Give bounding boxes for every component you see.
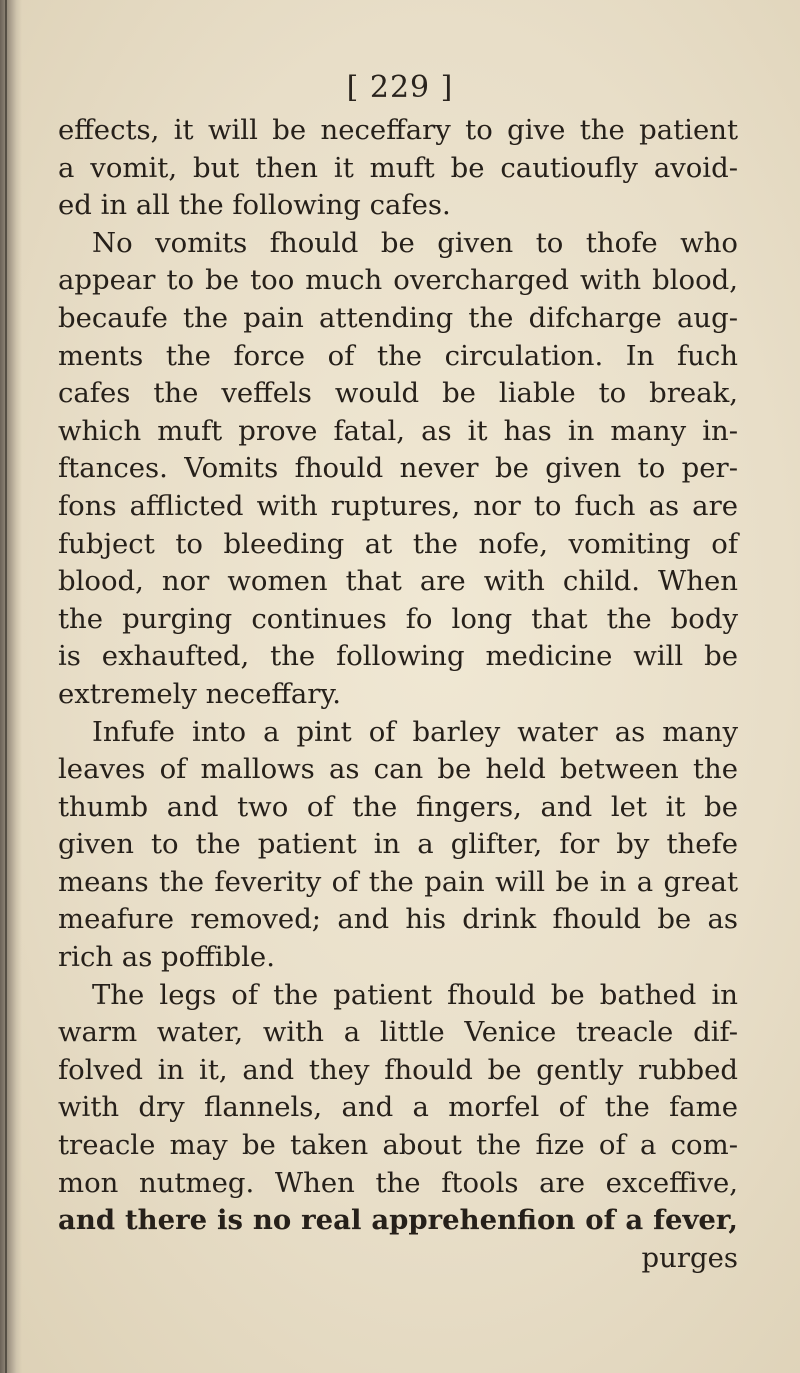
text-line: with dry flannels, and a morfel of the fame [58,1091,738,1124]
text-line: is exhaufted, the following medicine will be [58,640,738,673]
gutter-edge [5,0,7,1373]
text-line: meafure removed; and his drink fhould be as [58,903,738,936]
text-line: means the feverity of the pain will be in a great [58,865,738,898]
text-line: thumb and two of the fingers, and let it be [58,790,738,823]
text-line: mon nutmeg. When the ftools are exceffive, [58,1166,738,1199]
catchword: purges [641,1241,738,1274]
text-line: fubject to bleeding at the nofe, vomiting of [58,527,738,560]
text-line: ed in all the following cafes. [58,189,451,222]
text-line: extremely neceffary. [58,677,342,710]
text-line: folved in it, and they fhould be gently rubbed [58,1053,738,1086]
text-line: given to the patient in a glifter, for by thefe [58,828,738,861]
text-line: No vomits fhould be given to thofe who [92,226,738,259]
text-line: treacle may be taken about the fize of a com- [58,1129,738,1162]
text-line: Infufe into a pint of barley water as many [92,715,738,748]
text-line: ftances. Vomits fhould never be given to per- [58,452,738,485]
body-text [58,112,738,1277]
text-line: which muft prove fatal, as it has in many in- [58,414,738,447]
text-line: becaufe the pain attending the difcharge aug- [58,301,738,334]
text-line: leaves of mallows as can be held between the [58,753,738,786]
text-line: ments the force of the circulation. In fuch [58,339,738,372]
text-line: blood, nor women that are with child. When [58,565,738,598]
page-gutter [0,0,22,1373]
text-line: fons afflicted with ruptures, nor to fuch as are [58,489,738,522]
text-line: effects, it will be neceffary to give the patient [58,114,738,146]
text-line: warm water, with a little Venice treacle dif- [58,1016,738,1049]
text-line: cafes the veffels would be liable to break, [58,377,738,410]
text-line: The legs of the patient fhould be bathed in [92,978,738,1011]
text-line: rich as poffible. [58,941,275,974]
text-line: a vomit, but then it muft be cautioufly avoid- [58,151,738,184]
page-number-header: [ 229 ] [346,70,454,105]
text-line: the purging continues fo long that the body [58,602,738,635]
text-line: and there is no real apprehenfion of a fever, [58,1204,738,1237]
text-line: appear to be too much overcharged with blood, [58,264,738,297]
